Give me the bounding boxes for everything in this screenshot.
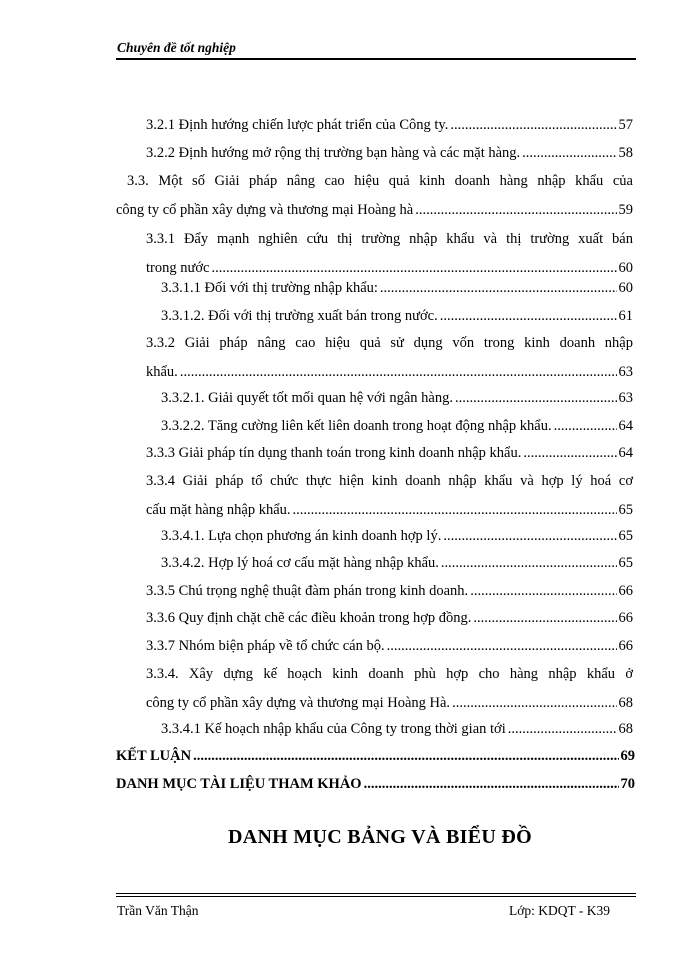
toc-entry: 3.3.1.2. Đối với thị trường xuất bán trong nước. ..... 61 <box>161 302 633 331</box>
toc-entry: 3.3.2.1. Giải quyết tốt mối quan hệ với ngân hàng. ..... 63 <box>161 384 633 413</box>
toc-entry: 3.3.3 Giải pháp tín dụng thanh toán trong kinh doanh nhập khẩu. ..... 64 <box>146 439 633 468</box>
toc-entry: 3.2.1 Định hướng chiến lược phát triển của Công ty. ..... 57 <box>146 111 633 140</box>
toc-entry: 3.3.4.2. Hợp lý hoá cơ cấu mặt hàng nhập khẩu. ..... 65 <box>161 549 633 578</box>
footer-rule-top <box>116 893 636 894</box>
toc-entry: 3.3.4. Xây dựng kế hoạch kinh doanh phù hợp cho hàng nhập khẩu ở công ty cổ phần xây dựng và thương mại Hoàng Hà. ..... 68 <box>146 660 633 718</box>
toc-entry: 3.3.4 Giải pháp tổ chức thực hiện kinh doanh nhập khẩu và hợp lý hoá cơ cấu mặt hàng nhập khẩu. ..... 65 <box>146 467 633 525</box>
toc-entry: 3.3.5 Chú trọng nghệ thuật đàm phán trong kinh doanh. ..... 66 <box>146 577 633 606</box>
running-header-title: Chuyên đề tốt nghiệp <box>117 40 236 55</box>
toc-entry: 3.3. Một số Giải pháp nâng cao hiệu quả kinh doanh hàng nhập khẩu của công ty cổ phần xây dựng và thương mại Hoàng hà ..... 59 <box>127 167 633 225</box>
section-heading: DANH MỤC BẢNG VÀ BIỂU ĐỒ <box>227 826 533 848</box>
toc-entry: 3.2.2 Định hướng mở rộng thị trường bạn hàng và các mặt hàng. ..... 58 <box>146 139 633 168</box>
toc-entry: 3.3.1 Đẩy mạnh nghiên cứu thị trường nhập khẩu và thị trường xuất bán trong nước ..... 60 <box>146 225 633 283</box>
toc-entry: 3.3.1.1 Đối với thị trường nhập khẩu: ..... 60 <box>161 274 633 303</box>
toc-entry: 3.3.6 Quy định chặt chẽ các điều khoản trong hợp đồng. ..... 66 <box>146 604 633 633</box>
toc-entry-conclusion: KẾT LUẬN ..... 69 <box>116 742 635 771</box>
toc-entry: 3.3.7 Nhóm biện pháp về tổ chức cán bộ. ..... 66 <box>146 632 633 661</box>
header-rule <box>116 58 636 60</box>
toc-entry: 3.3.4.1 Kế hoạch nhập khẩu của Công ty trong thời gian tới ..... 68 <box>161 715 633 744</box>
toc-entry-references: DANH MỤC TÀI LIỆU THAM KHẢO ..... 70 <box>116 770 635 799</box>
footer-rule-bottom <box>116 896 636 897</box>
footer-class: Lớp: KDQT - K39 <box>509 903 611 918</box>
toc-entry: 3.3.2 Giải pháp nâng cao hiệu quả sử dụng vốn trong kinh doanh nhập khẩu. ..... 63 <box>146 329 633 387</box>
footer-author: Trần Văn Thận <box>117 903 199 918</box>
toc-entry: 3.3.4.1. Lựa chọn phương án kinh doanh hợp lý. ..... 65 <box>161 522 633 551</box>
toc-entry: 3.3.2.2. Tăng cường liên kết liên doanh trong hoạt động nhập khẩu. ..... 64 <box>161 412 633 441</box>
